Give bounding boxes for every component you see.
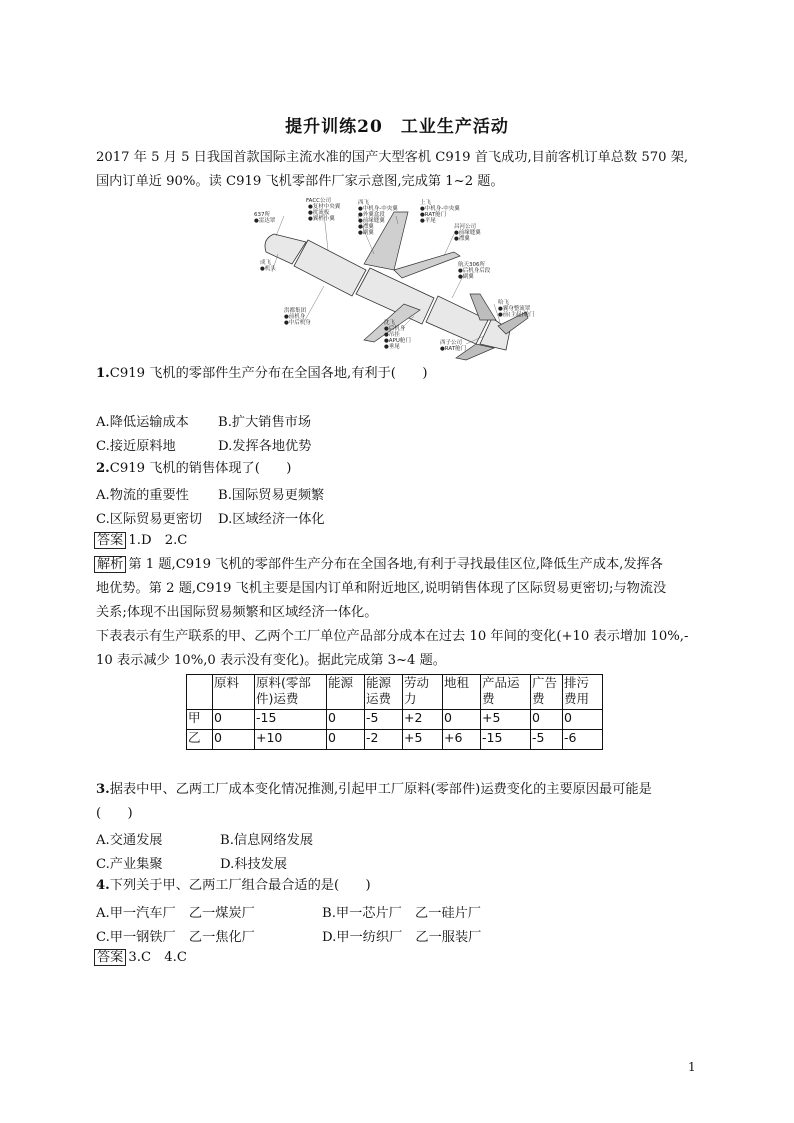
figure-label: ●扰流板 (308, 210, 330, 216)
intro-line-2: 国内订单近 90%。读 C919 飞机零部件厂家示意图,完成第 1~2 题。 (96, 174, 504, 189)
figure-label: ●机头 (260, 266, 276, 272)
q1-option-d: D.发挥各地优势 (218, 439, 312, 454)
figure-label: 昌河公司 (454, 224, 477, 230)
figure-label: 西飞 (358, 200, 370, 206)
q2-option-b: B.国际贸易更频繁 (218, 488, 325, 503)
q4-option-d: D.甲一纺织厂 乙一服装厂 (322, 930, 482, 945)
page-number: 1 (688, 1060, 696, 1074)
q2-option-c: C.区际贸易更密切 (96, 512, 203, 527)
question-stem: C919 飞机的零部件生产分布在全国各地,有利于( ) (109, 366, 428, 381)
table-cell: +5 (481, 710, 531, 730)
table-header: 能源运费 (365, 675, 403, 710)
figure-label: ●襟翼 (454, 236, 470, 242)
figure-label: 成飞 (260, 260, 272, 266)
question-number: 3. (96, 782, 110, 797)
intro2-line-2: 10 表示减少 10%,0 表示没有变化)。据此完成第 3~4 题。 (96, 653, 446, 668)
question-number: 4. (96, 878, 110, 893)
figure-label: ●APU舱门 (384, 338, 411, 344)
figure-label: 沈飞 (384, 320, 396, 326)
q1-option-a: A.降低运输成本 (96, 415, 189, 430)
table-header: 原料(零部件)运费 (255, 675, 327, 710)
q4-option-c: C.甲一钢铁厂 乙一焦化厂 (96, 930, 255, 945)
q3-paren: ( ) (96, 806, 133, 821)
outer-wing-panel (394, 252, 460, 278)
q4-option-a: A.甲一汽车厂 乙一煤炭厂 (96, 906, 255, 921)
answer-tag: 答案 (94, 532, 126, 549)
table-header: 排污费用 (563, 675, 603, 710)
q3-option-d: D.科技发展 (220, 857, 288, 872)
table-cell: 0 (327, 710, 365, 730)
intro2-line-1: 下表表示有生产联系的甲、乙两个工厂单位产品部分成本在过去 10 年间的变化(+10 表示增加 10%,- (96, 629, 689, 644)
question-4 (96, 874, 371, 898)
question-1 (96, 362, 427, 386)
table-header: 劳动力 (403, 675, 443, 710)
table-header (187, 675, 213, 710)
figure-label: ●中后机身 (284, 320, 311, 326)
q2-option-a: A.物流的重要性 (96, 488, 189, 503)
figure-label: ●吊挂 (384, 332, 400, 338)
figure-label: ●前(主起)舱门 (498, 312, 535, 318)
figure-label: 洪都集团 (284, 308, 307, 314)
figure-label: ●RAT舱门 (420, 212, 447, 218)
analysis-line-2: 地优势。第 2 题,C919 飞机主要是国内订单和附近地区,说明销售体现了区际贸易更密切;与物流没 (96, 581, 667, 596)
figure-label: ●襟翼 (358, 224, 374, 230)
analysis-line-3: 关系;体现不出国际贸易频繁和区域经济一体化。 (96, 605, 378, 620)
answer-block-1 (94, 529, 187, 553)
figure-label: ●平尾 (420, 218, 436, 224)
figure-label: 上飞 (420, 200, 432, 206)
page-title: 提升训练20 工业生产活动 (285, 117, 509, 137)
table-cell: -15 (255, 710, 327, 730)
table-cell: 0 (563, 710, 603, 730)
table-header: 广告费 (531, 675, 563, 710)
figure-label: ●复材中央翼 (308, 204, 341, 210)
cost-change-table (186, 674, 603, 750)
q4-option-b: B.甲一芯片厂 乙一硅片厂 (322, 906, 481, 921)
figure-label: ●前机身 (284, 314, 306, 320)
q2-option-d: D.区域经济一体化 (218, 512, 325, 527)
answer-text: 1.D 2.C (128, 533, 188, 548)
table-cell: 0 (213, 710, 255, 730)
table-cell: -5 (531, 730, 563, 750)
figure-label: ●雷达罩 (254, 218, 276, 224)
figure-label: 西子公司 (440, 340, 463, 346)
figure-label: ●翼梢小翼 (308, 216, 335, 222)
table-cell: +10 (255, 730, 327, 750)
table-header: 能源 (327, 675, 365, 710)
table-header-row (187, 675, 603, 710)
table-cell: 0 (327, 730, 365, 750)
figure-label: ●RAT舱门 (440, 346, 467, 352)
question-stem: C919 飞机的销售体现了( ) (109, 461, 292, 476)
figure-label: ●后机身后段 (458, 268, 491, 274)
table-cell: 0 (443, 710, 481, 730)
q3-option-b: B.信息网络发展 (220, 833, 314, 848)
figure-label: 637所 (254, 212, 270, 218)
answer-text: 3.C 4.C (128, 950, 187, 965)
analysis-tag: 解析 (94, 556, 126, 573)
table-cell: +6 (443, 730, 481, 750)
analysis-line-1 (94, 553, 663, 577)
table-header: 地租 (443, 675, 481, 710)
figure-label: ●后机身 (384, 326, 406, 332)
figure-label: ●中机身-中央翼 (420, 206, 460, 212)
figure-label: ●副翼 (358, 230, 374, 236)
figure-label: ●副翼 (458, 274, 474, 280)
table-cell: 0 (213, 730, 255, 750)
question-stem: 据表中甲、乙两工厂成本变化情况推测,引起甲工厂原料(零部件)运费变化的主要原因最可能是 (109, 782, 652, 797)
q3-option-a: A.交通发展 (96, 833, 163, 848)
table-header: 原料 (213, 675, 255, 710)
figure-label: 航天306所 (458, 262, 485, 268)
answer-block-2 (94, 946, 187, 970)
question-3 (96, 778, 652, 802)
table-cell: +2 (403, 710, 443, 730)
figure-label: FACC公司 (306, 198, 332, 204)
table-cell: -15 (481, 730, 531, 750)
table-cell: 乙 (187, 730, 213, 750)
q1-option-c: C.接近原料地 (96, 439, 176, 454)
figure-label: ●前缘缝翼 (358, 218, 385, 224)
table-row (187, 710, 603, 730)
question-stem: 下列关于甲、乙两工厂组合最合适的是( ) (109, 878, 371, 893)
front-fuselage-section (294, 240, 366, 296)
table-cell: -2 (365, 730, 403, 750)
table-cell: 0 (531, 710, 563, 730)
intro-line-1: 2017 年 5 月 5 日我国首款国际主流水准的国产大型客机 C919 首飞成功,目前客机订单总数 570 架, (96, 150, 689, 165)
question-number: 1. (96, 366, 110, 381)
table-cell: 甲 (187, 710, 213, 730)
figure-label: ●中机身-中央翼 (358, 206, 398, 212)
figure-label: 哈飞 (498, 300, 510, 306)
answer-tag: 答案 (94, 949, 126, 966)
table-cell: -5 (365, 710, 403, 730)
table-header: 产品运费 (481, 675, 531, 710)
table-cell: +5 (403, 730, 443, 750)
question-2 (96, 457, 291, 481)
table-row (187, 730, 603, 750)
analysis-text: 第 1 题,C919 飞机的零部件生产分布在全国各地,有利于寻找最佳区位,降低生产成本,发挥各 (128, 557, 663, 572)
c919-parts-figure (244, 194, 554, 364)
question-number: 2. (96, 461, 110, 476)
figure-label: ●前缘缝翼 (454, 230, 481, 236)
figure-label: ●翼身整流罩 (498, 306, 531, 312)
figure-label: ●外翼盒段 (358, 212, 385, 218)
q1-option-b: B.扩大销售市场 (218, 415, 312, 430)
q3-option-c: C.产业集聚 (96, 857, 163, 872)
figure-label: ●垂尾 (384, 344, 400, 350)
table-cell: -6 (563, 730, 603, 750)
